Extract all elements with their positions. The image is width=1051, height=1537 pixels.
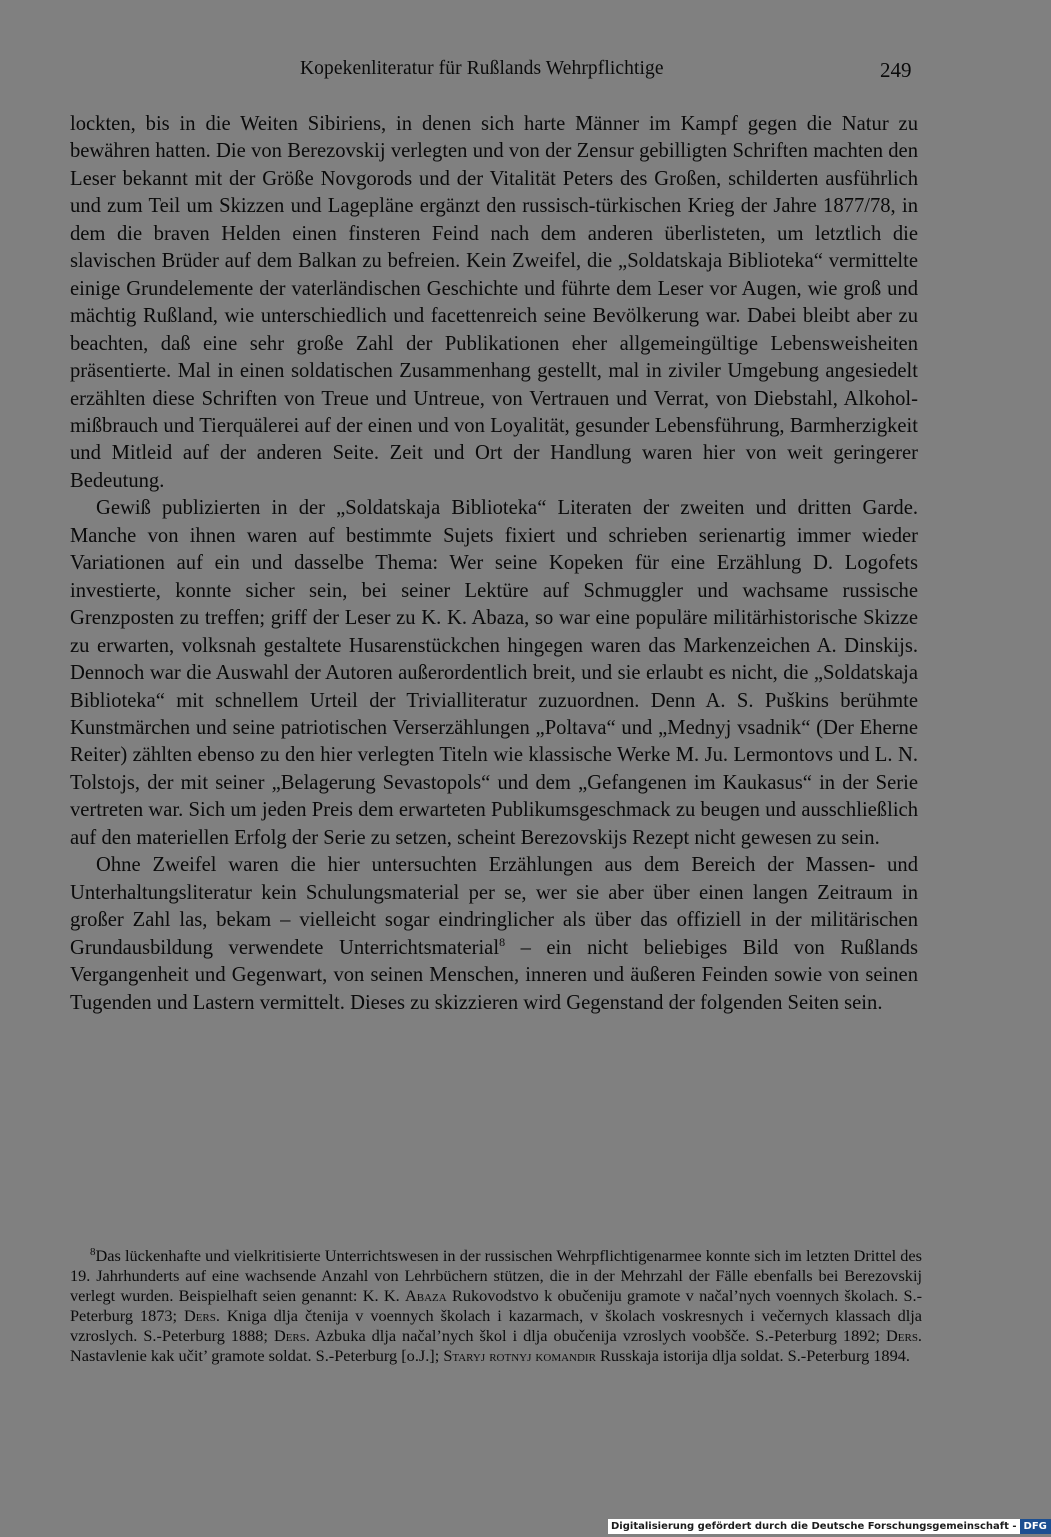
footnote-reference[interactable]: 8 <box>499 934 506 949</box>
footnote-author-3: Ders. <box>273 1325 310 1345</box>
footnote-author-5: Staryj rotnyj komandir <box>443 1345 596 1365</box>
paragraph-2: Gewiß publizierten in der „Soldatskaja Biblioteka“ Literaten der zweiten und dritten Garde. Manche von ihnen waren auf bestimmte Sujets fixiert und schrieben serienartig immer wieder Variationen auf ein und dasselbe Thema: Wer seine Kopeken für eine Erzählung D. Logofets investierte, konnte sicher sein, bei seiner Lektüre auf Schmuggler und wachsame russische Grenzposten zu treffen; griff der Leser zu K. K. Abaza, so war eine populäre militärhistorische Skizze zu erwarten, volksnah gestaltete Husarenstückchen hingegen waren das Markenzeichen A. Dinskijs. Dennoch war die Auswahl der Autoren außerordentlich breit, und sie erlaubt es nicht, die „Soldatskaja Biblioteka“ mit schnellem Urteil der Trivialliteratur zuzuordnen. Denn A. S. Puškins berühmte Kunstmärchen und seine patriotischen Verserzählungen „Poltava“ und „Mednyj vsadnik“ (Der Eherne Reiter) zählten ebenso zu den hier verlegten Titeln wie klassische Werke M. Ju. Lermontovs und L. N. Tolstojs, der mit seiner „Belagerung Sevastopols“ und dem „Gefangenen im Kaukasus“ in der Serie vertreten war. Sich um jeden Preis dem erwarteten Publikumsgeschmack zu beugen und ausschließlich auf den materiellen Erfolg der Serie zu setzen, scheint Berezovskijs Rezept nicht gewesen zu sein. <box>70 497 918 849</box>
footnote-text-5: Nastavlenie kak učit’ gramote soldat. S.-Peterburg [o.J.]; <box>70 1345 444 1365</box>
running-head-title: Kopekenliteratur für Rußlands Wehrpflichtige <box>300 58 664 79</box>
footnote-author-2: Ders. <box>183 1305 220 1325</box>
dfg-logo[interactable]: DFG <box>1020 1519 1051 1534</box>
footnote-author-1: Abaza <box>404 1285 447 1305</box>
footnote-text-4: Azbuka dlja načal’nych škol i dlja obučenija vzroslych voobšče. S.-Peterburg 1892; <box>309 1325 886 1345</box>
paragraph-3-part-1: Ohne Zweifel waren die hier untersuchten Erzählungen aus dem Bereich der Massen- und Unterhaltungsliteratur kein Schulungsmaterial per se, wer sie aber über einen langen Zeitraum in großer Zahl las, bekam – vielleicht sogar eindringlicher als über das offiziell in der militärischen Grundausbildung verwendete Unterrichtsmaterial <box>70 854 918 959</box>
paragraph-1: lockten, bis in die Weiten Sibiriens, in denen sich harte Männer im Kampf gegen die Natur zu bewähren hatten. Die von Berezovskij verlegten und von der Zensur gebilligten Schriften machten den Leser bekannt mit der Größe Novgorods und der Vitalität Peters des Großen, schilderten ausführlich und zum Teil um Skizzen und Lagepläne ergänzt den russisch-türkischen Krieg der Jahre 1877/78, in dem die braven Helden einen finsteren Feind nach dem anderen überlisteten, um letztlich die slavischen Brüder auf dem Balkan zu befreien. Kein Zweifel, die „Soldatskaja Biblioteka“ vermittelte einige Grundelemente der vaterländischen Geschichte und führte dem Leser vor Augen, wie groß und mächtig Rußland, wie unterschiedlich und facettenreich seine Bevölkerung war. Dabei bleibt aber zu beachten, daß eine sehr große Zahl der Publikationen eher allgemeingültige Lebensweisheiten präsentierte. Mal in einen soldatischen Zusammenhang gestellt, mal in ziviler Umgebung angesiedelt erzählten diese Schriften von Treue und Untreue, von Vertrauen und Verrat, von Diebstahl, Alkoholmißbrauch und Tierquälerei auf der einen und von Loyalität, gesunder Lebensführung, Barmherzigkeit und Mitleid auf der anderen Seite. Zeit und Ort der Handlung waren hier von weit geringerer Bedeutung. <box>70 113 918 492</box>
digitization-banner <box>608 1519 1051 1534</box>
footnote-text-6: Russkaja istorija dlja soldat. S.-Peterburg 1894. <box>595 1345 910 1365</box>
main-text <box>70 111 918 1017</box>
page-number: 249 <box>880 58 912 82</box>
footnote-number: 8 <box>90 1246 96 1258</box>
footnote-author-4: Ders. <box>886 1325 923 1345</box>
paragraph-3 <box>70 852 918 1017</box>
footnote-text-2: Rukovodstvo k obučeniju gramote v načal’nych voennych školach. S.-Peterburg 1873; <box>70 1285 922 1325</box>
footnote <box>70 1246 922 1366</box>
footnote-text-3: Kniga dlja čtenija v voennych školach i kazarmach, v školach voskresnych i večernych klassach dlja vzroslych. S.-Peterburg 1888; <box>70 1305 922 1345</box>
paragraph-3-part-2: – ein nicht beliebiges Bild von Rußlands Vergangenheit und Gegenwart, von seinen Menschen, inneren und äußeren Feinden sowie von seinen Tugenden und Lastern vermittelt. Dieses zu skizzieren wird Gegenstand der folgenden Seiten sein. <box>70 936 918 1014</box>
digitization-banner-text: Digitalisierung gefördert durch die Deutsche Forschungsgemeinschaft - <box>611 1521 1017 1532</box>
footnote-text-1: Das lückenhafte und vielkritisierte Unterrichtswesen in der russischen Wehrpflichtigenarmee konnte sich im letzten Drittel des 19. Jahrhunderts auf eine wachsende Anzahl von Lehrbüchern stützen, die in der Mehrzahl der Fälle ebenfalls bei Berezovskij verlegt wurden. Beispielhaft seien genannt: K. K. <box>70 1246 922 1305</box>
